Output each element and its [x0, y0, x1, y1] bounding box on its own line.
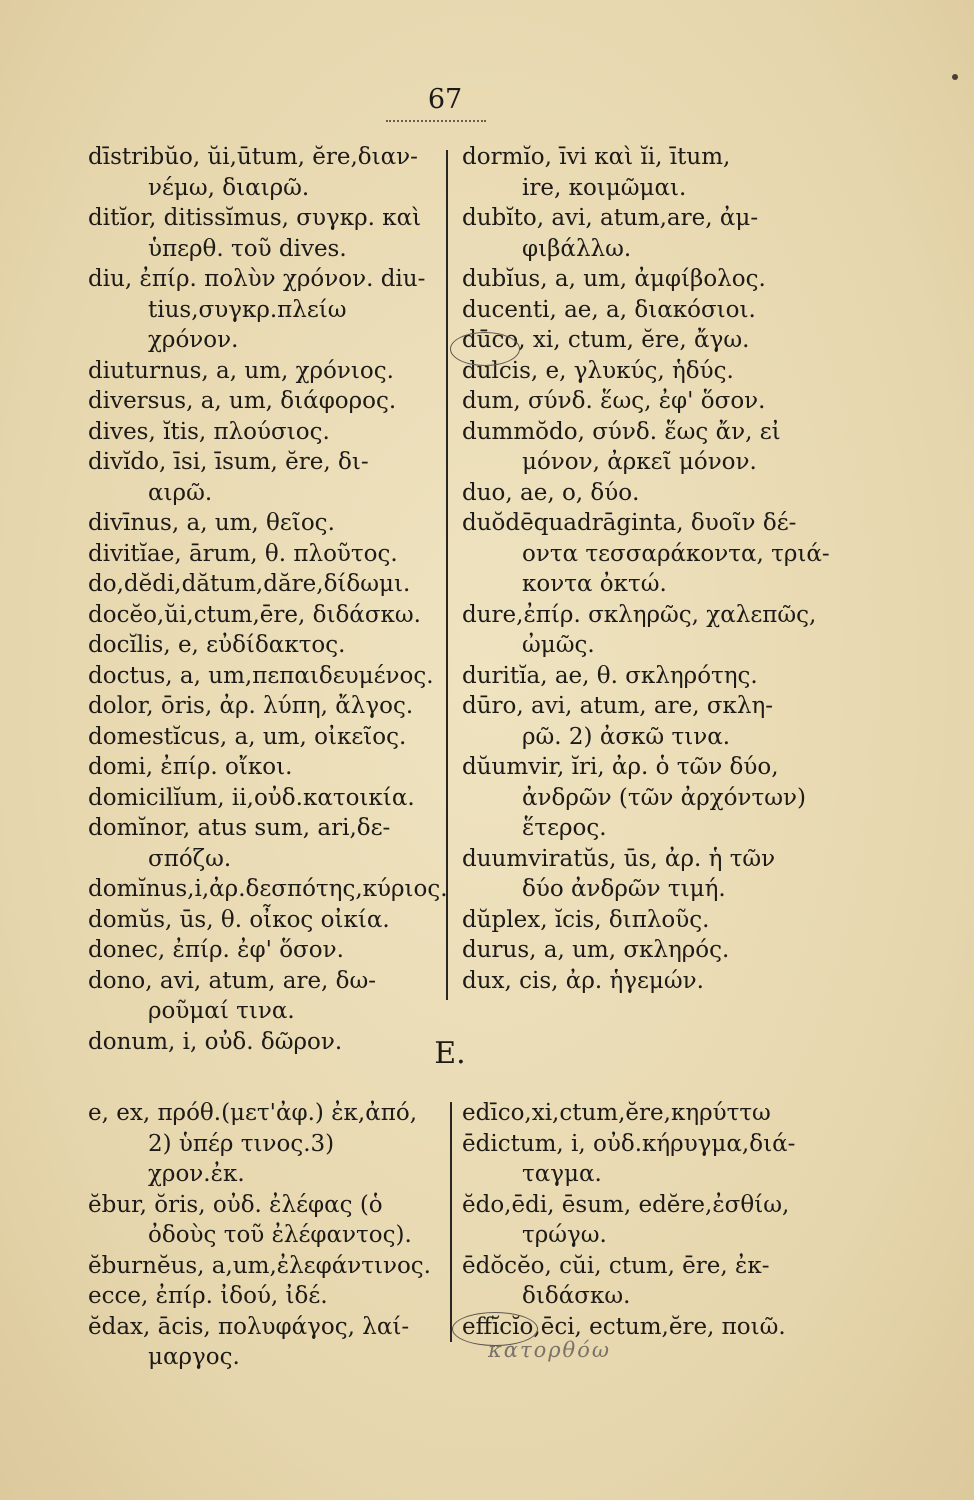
dictionary-entry: [88, 356, 438, 387]
entry-continuation-line: ρῶ. 2) ἀσκῶ τινα.: [522, 723, 731, 750]
entry-headword-line: ēdŏcĕo, cŭi, ctum, ēre, ἐκ-: [462, 1252, 770, 1279]
dictionary-entry: [88, 142, 438, 203]
entry-headword-line: domicilĭum, ii,οὐδ.κατοικία.: [88, 784, 415, 811]
entry-headword-line: dubĭto, avi, atum,are, ἀμ-: [462, 205, 759, 231]
entry-headword-line: docĕo,ŭi,ctum,ēre, διδάσκω.: [88, 601, 421, 628]
dictionary-entry: [88, 203, 438, 264]
dictionary-entry: [88, 1098, 438, 1190]
dictionary-entry: [462, 1190, 842, 1251]
entry-continuation-line: οντα τεσσαράκοντα, τριά-: [522, 540, 830, 567]
dictionary-entry: [462, 966, 842, 997]
pencil-circle-mark: [450, 332, 520, 366]
dictionary-entry: [88, 539, 438, 570]
dictionary-entry: [88, 569, 438, 600]
entry-headword-line: doctus, a, um,πεπαιδευμένος.: [88, 662, 434, 689]
entry-headword-line: divĭdo, īsi, īsum, ĕre, δι-: [88, 449, 369, 475]
entry-headword-line: dure,ἐπίρ. σκληρῶς, χαλεπῶς,: [462, 601, 817, 628]
entry-continuation-line: διδάσκω.: [522, 1283, 631, 1309]
column-bottom-left: [88, 1098, 438, 1373]
dictionary-entry: [462, 295, 842, 326]
section-heading-e: E.: [434, 1036, 466, 1071]
dictionary-entry: [462, 356, 842, 387]
entry-headword-line: dormĭo, īvi καὶ ĭi, ītum,: [462, 144, 731, 170]
entry-headword-line: duo, ae, o, δύο.: [462, 479, 640, 506]
dictionary-entry: [88, 600, 438, 631]
dictionary-entry: [462, 844, 842, 905]
dictionary-entry: [88, 661, 438, 692]
entry-headword-line: diversus, a, um, διάφορος.: [88, 388, 397, 414]
entry-headword-line: divitĭae, ārum, θ. πλοῦτος.: [88, 540, 398, 567]
dictionary-entry: [462, 1098, 842, 1129]
handwritten-note: κατορθόω: [488, 1338, 611, 1362]
entry-headword-line: duŏdēquadrāginta, δυοῖν δέ-: [462, 510, 797, 536]
dictionary-entry: [88, 691, 438, 722]
column-top-right: [462, 142, 842, 996]
entry-headword-line: do,dĕdi,dătum,dăre,δίδωμι.: [88, 571, 411, 597]
entry-headword-line: duumviratŭs, ūs, ἀρ. ἡ τῶν: [462, 845, 776, 872]
entry-headword-line: ducenti, ae, a, διακόσιοι.: [462, 296, 756, 323]
dictionary-entry: [88, 905, 438, 936]
dictionary-entry: [462, 935, 842, 966]
entry-headword-line: dolor, ōris, ἀρ. λύπη, ἄλγος.: [88, 693, 414, 719]
entry-continuation-line: νέμω, διαιρῶ.: [148, 174, 310, 201]
entry-headword-line: dux, cis, ἀρ. ἡγεμών.: [462, 967, 704, 994]
entry-continuation-line: μόνον, ἀρκεῖ μόνον.: [522, 449, 757, 475]
entry-headword-line: dubĭus, a, um, ἀμφίβολος.: [462, 266, 766, 292]
entry-continuation-line: ὑπερθ. τοῦ dives.: [148, 235, 347, 262]
dictionary-entry: [88, 1312, 438, 1373]
entry-continuation-line: μαργος.: [148, 1344, 240, 1370]
entry-headword-line: dummŏdo, σύνδ. ἕως ἄν, εἰ: [462, 418, 781, 445]
entry-headword-line: dono, avi, atum, are, δω-: [88, 967, 377, 994]
entry-continuation-line: tius,συγκρ.πλείω χρόνον.: [148, 296, 347, 353]
entry-headword-line: ĕbur, ŏris, οὐδ. ἐλέφας (ὁ: [88, 1191, 383, 1218]
entry-headword-line: divīnus, a, um, θεῖος.: [88, 510, 335, 536]
entry-headword-line: effĭcĭo,ēci, ectum,ĕre, ποιῶ.: [462, 1313, 786, 1340]
dictionary-entry: [88, 1251, 438, 1282]
entry-headword-line: dŭplex, ĭcis, διπλοῦς.: [462, 906, 710, 933]
dictionary-entry: [88, 417, 438, 448]
entry-continuation-line: τρώγω.: [522, 1222, 607, 1248]
dictionary-entry: [88, 508, 438, 539]
dictionary-entry: [88, 1281, 438, 1312]
entry-headword-line: dives, ĭtis, πλούσιος.: [88, 418, 330, 445]
entry-headword-line: diu, ἐπίρ. πολὺν χρόνον. diu-: [88, 266, 426, 292]
dictionary-entry: [88, 264, 438, 356]
dictionary-entry: [462, 478, 842, 509]
dictionary-entry: [88, 752, 438, 783]
dictionary-entry: [88, 1190, 438, 1251]
dictionary-entry: [462, 905, 842, 936]
column-top-left: [88, 142, 448, 1057]
entry-headword-line: ditĭor, ditissĭmus, συγκρ. καὶ: [88, 205, 422, 231]
entry-headword-line: diuturnus, a, um, χρόνιος.: [88, 357, 394, 384]
entry-headword-line: docĭlis, e, εὐδίδακτος.: [88, 632, 346, 658]
dictionary-entry: [88, 386, 438, 417]
column-divider-bottom: [450, 1102, 452, 1342]
dictionary-entry: [462, 203, 842, 264]
dictionary-entry: [88, 447, 438, 508]
dictionary-entry: [462, 661, 842, 692]
dictionary-entry: [88, 874, 448, 905]
column-bottom-right: [462, 1098, 842, 1342]
entry-continuation-line: κοντα ὀκτώ.: [522, 571, 667, 597]
entry-headword-line: domestĭcus, a, um, οἰκεῖος.: [88, 723, 407, 750]
dictionary-entry: [88, 722, 438, 753]
dictionary-entry: [462, 600, 842, 661]
entry-headword-line: dulcis, e, γλυκύς, ἡδύς.: [462, 357, 734, 384]
dictionary-entry: [88, 966, 438, 1027]
entry-headword-line: durus, a, um, σκληρός.: [462, 937, 730, 963]
entry-continuation-line: φιβάλλω.: [522, 235, 632, 262]
entry-continuation-line: ροῦμαί τινα.: [148, 998, 295, 1024]
entry-headword-line: duritĭa, ae, θ. σκληρότης.: [462, 662, 758, 689]
entry-continuation-line: αιρῶ.: [148, 479, 213, 506]
entry-headword-line: domĭnus,i,ἀρ.δεσπότης,κύριος.: [88, 876, 448, 902]
entry-headword-line: dūco, xi, ctum, ĕre, ἄγω.: [462, 327, 750, 353]
dictionary-entry: [462, 508, 842, 600]
dictionary-entry: [88, 630, 438, 661]
entry-continuation-line: ἀνδρῶν (τῶν ἀρχόντων): [522, 784, 806, 811]
entry-headword-line: dīstribŭo, ŭi,ūtum, ĕre,διαν-: [88, 144, 418, 170]
dictionary-entry: [88, 813, 438, 874]
entry-continuation-line: ταγμα.: [522, 1161, 602, 1187]
entry-continuation-line: 2) ὑπέρ τινος.3) χρον.ἐκ.: [148, 1130, 335, 1187]
entry-headword-line: ĕdax, ācis, πολυφάγος, λαί-: [88, 1313, 410, 1340]
page-number: 67: [427, 84, 463, 115]
entry-headword-line: domŭs, ūs, θ. οἶκος οἰκία.: [88, 906, 390, 933]
entry-continuation-line: δύο ἀνδρῶν τιμή.: [522, 876, 726, 902]
entry-headword-line: dūro, avi, atum, are, σκλη-: [462, 693, 774, 719]
entry-headword-line: dum, σύνδ. ἕως, ἐφ' ὅσον.: [462, 388, 766, 414]
dictionary-entry: [88, 783, 438, 814]
entry-headword-line: ēdictum, i, οὐδ.κήρυγμα,διά-: [462, 1130, 796, 1157]
column-divider-top: [446, 150, 448, 1000]
dictionary-entry: [88, 935, 438, 966]
entry-headword-line: donec, ἐπίρ. ἐφ' ὅσον.: [88, 937, 344, 963]
dictionary-entry: [462, 1251, 842, 1312]
dictionary-entry: [462, 264, 842, 295]
entry-headword-line: ecce, ἐπίρ. ἰδού, ἰδέ.: [88, 1283, 328, 1309]
entry-continuation-line: ire, κοιμῶμαι.: [522, 174, 687, 201]
dictionary-entry: [462, 752, 842, 844]
page-number-rule: [386, 120, 486, 122]
entry-continuation-line: σπόζω.: [148, 845, 232, 872]
entry-continuation-line: ἕτερος.: [522, 815, 607, 841]
entry-headword-line: ĕdo,ēdi, ēsum, edĕre,ἐσθίω,: [462, 1191, 790, 1218]
entry-headword-line: domi, ἐπίρ. οἴκοι.: [88, 754, 293, 780]
entry-continuation-line: ὠμῶς.: [522, 632, 595, 658]
dictionary-entry: [462, 691, 842, 752]
dictionary-entry: [462, 142, 842, 203]
entry-continuation-line: ὀδοὺς τοῦ ἐλέφαντος).: [148, 1222, 412, 1248]
entry-headword-line: dŭumvir, ĭri, ἀρ. ὁ τῶν δύο,: [462, 754, 779, 780]
dictionary-entry: [88, 1027, 438, 1058]
entry-headword-line: ĕburnĕus, a,um,ἐλεφάντινος.: [88, 1252, 431, 1279]
dictionary-entry: [462, 1129, 842, 1190]
dictionary-entry: [462, 386, 842, 417]
entry-headword-line: donum, i, οὐδ. δῶρον.: [88, 1028, 343, 1055]
entry-headword-line: domĭnor, atus sum, ari,δε-: [88, 815, 391, 841]
entry-headword-line: edīco,xi,ctum,ĕre,κηρύττω: [462, 1100, 771, 1126]
entry-headword-line: e, ex, πρόθ.(μετ'ἀφ.) ἐκ,ἀπό,: [88, 1100, 418, 1126]
ink-spot: [952, 74, 958, 80]
dictionary-entry: [462, 417, 842, 478]
